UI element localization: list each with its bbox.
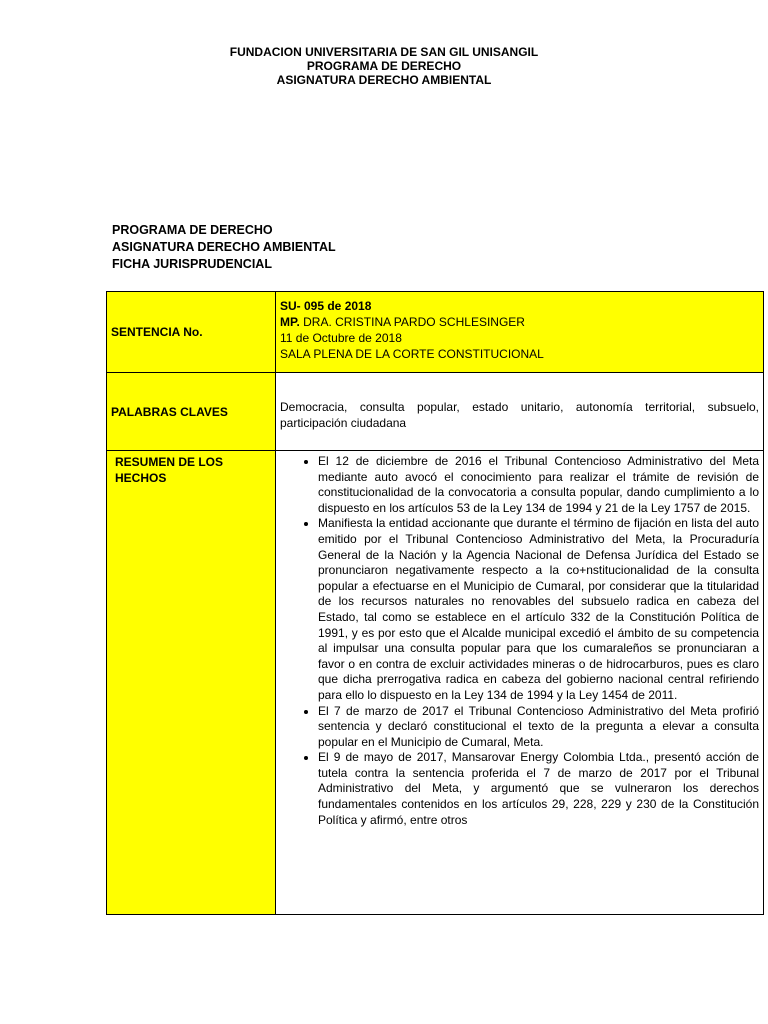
ficha-table [106, 291, 764, 915]
document-header [0, 45, 768, 87]
facts-list [276, 454, 759, 828]
keywords-label-cell [107, 373, 276, 451]
program-name: PROGRAMA DE DERECHO [306, 59, 462, 73]
list-item: • El 7 de marzo de 2017 el Tribunal Contencioso Administrativo del Meta profirió sentencia y declaró constitucional el texto de la pregunta a elevar a consulta popular en el Municipio de Cumaral, Meta. [318, 704, 759, 751]
mp-label: MP. [280, 315, 300, 329]
sentencia-label: SENTENCIA No. [111, 325, 203, 339]
row-resumen [107, 451, 764, 915]
list-item: • El 9 de mayo de 2017, Mansarovar Energy Colombia Ltda., presentó acción de tutela contra la sentencia proferida el 7 de marzo de 2017 por el Tribunal Administrativo del Meta, y argumentó que se vulneraron los derechos fundamentales contenidos en los artículos 29, 228, 229 y 230 de la Constitución Política y afirmó, entre otros [318, 750, 759, 828]
subheader-form-title: FICHA JURISPRUDENCIAL [112, 257, 272, 271]
resumen-label: RESUMEN DE LOS HECHOS [115, 455, 224, 485]
facts-cell [276, 451, 764, 915]
subheader-course: ASIGNATURA DERECHO AMBIENTAL [112, 240, 336, 254]
magistrate-line [276, 314, 763, 330]
keywords-cell [276, 373, 764, 451]
course-name: ASIGNATURA DERECHO AMBIENTAL [276, 73, 492, 87]
resumen-label-cell [107, 451, 276, 915]
court-name: SALA PLENA DE LA CORTE CONSTITUCIONAL [280, 347, 544, 361]
list-item: • El 12 de diciembre de 2016 el Tribunal Contencioso Administrativo del Meta mediante auto avocó el conocimiento para realizar el trámite de revisión de constitucionalidad de la convocatoria a consulta popular, dando cumplimiento a lo dispuesto en los artículos 53 de la Ley 134 de 1994 y 21 de la Ley 1757 de 2015. [318, 454, 759, 516]
subheader-program: PROGRAMA DE DERECHO [112, 223, 273, 237]
row-sentencia [107, 292, 764, 373]
list-item: • Manifiesta la entidad accionante que durante el término de fijación en lista del auto emitido por el Tribunal Contencioso Administrativo del Meta, la Procuraduría General de la Nación y la Agencia Nacional de Defensa Jurídica del Estado se pronunciaron negativamente respecto a la co+nstitucionalidad de la consulta popular a efectuarse en el Municipio de Cumaral, por considerar que la titularidad de los recursos naturales no renovables del subsuelo radica en cabeza del Estado, tal como se establece en el artículo 332 de la Constitución Política de 1991, y es por esto que el Alcalde municipal excedió el ámbito de su competencia al impulsar una consulta popular para que los cumaraleños se pronunciaran a favor o en contra de excluir actividades mineras o de hidrocarburos, pues es claro que dicha prerrogativa radica en cabeza del gobierno nacional central refiriendo para ello lo dispuesto en la Ley 134 de 1994 y la Ley 1454 de 2011. [318, 516, 759, 703]
sentencia-info-cell [276, 292, 764, 373]
sentencia-date: 11 de Octubre de 2018 [280, 331, 402, 345]
mp-name: DRA. CRISTINA PARDO SCHLESINGER [299, 315, 525, 329]
keywords-label: PALABRAS CLAVES [111, 404, 228, 419]
institution-name: FUNDACION UNIVERSITARIA DE SAN GIL UNISANGIL [229, 45, 539, 59]
document-subheader [112, 222, 336, 273]
keywords-text: Democracia, consulta popular, estado unitario, autonomía territorial, subsuelo, participación ciudadana [280, 400, 759, 430]
sentencia-number: SU- 095 de 2018 [280, 299, 372, 313]
row-keywords [107, 373, 764, 451]
sentencia-label-cell [107, 292, 276, 373]
